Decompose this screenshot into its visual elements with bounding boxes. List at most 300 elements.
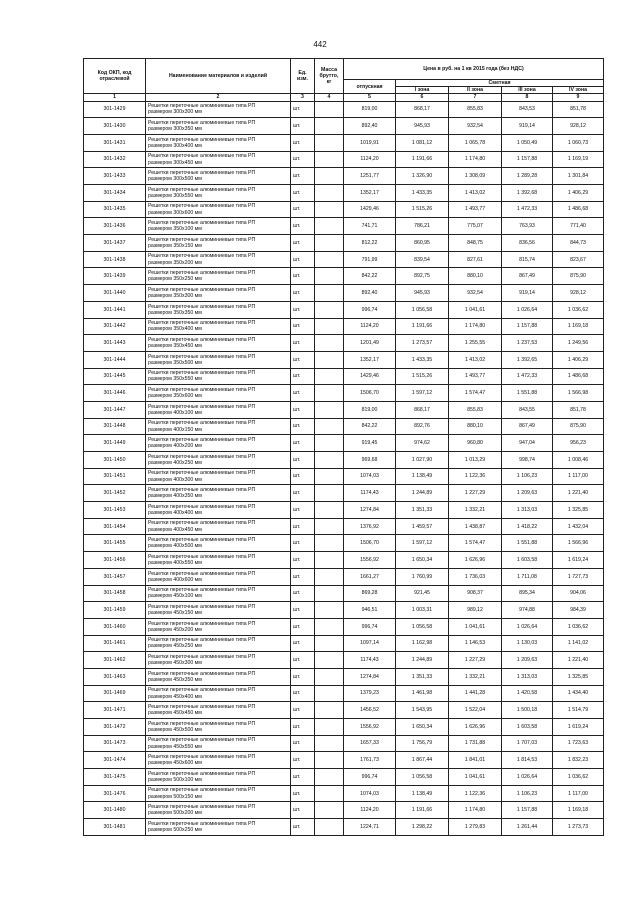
item-size-line: размером 450x450 мм xyxy=(148,710,202,717)
item-size-line: размером 450x100 мм xyxy=(148,593,202,600)
release-price: 1174,43 xyxy=(344,485,396,502)
zone-1-price: 1 162,98 xyxy=(396,635,449,652)
item-code: 301-1471 xyxy=(84,702,146,719)
item-name-line: Решетки переточные алюминиевые типа РП xyxy=(148,570,256,577)
item-name-line: Решетки переточные алюминиевые типа РП xyxy=(148,186,256,193)
item-mass xyxy=(315,618,344,635)
table-row xyxy=(84,735,604,752)
item-size-line: размером 450x550 мм xyxy=(148,743,202,750)
release-price: 1556,92 xyxy=(344,552,396,569)
header-release: отпускная xyxy=(344,80,396,94)
item-mass xyxy=(315,285,344,302)
zone-4-price: 1 169,18 xyxy=(553,318,604,335)
item-mass xyxy=(315,652,344,669)
zone-2-price: 1 174,80 xyxy=(449,802,502,819)
release-price: 1074,03 xyxy=(344,785,396,802)
zone-1-price: 1 650,34 xyxy=(396,719,449,736)
table-row xyxy=(84,318,604,335)
item-name-line: Решетки переточные алюминиевые типа РП xyxy=(148,720,256,727)
zone-3-price: 836,56 xyxy=(502,235,553,252)
item-name xyxy=(146,418,291,435)
item-size-line: размером 350x450 мм xyxy=(148,343,202,350)
release-price: 1379,23 xyxy=(344,685,396,702)
item-code: 301-1440 xyxy=(84,285,146,302)
item-mass xyxy=(315,318,344,335)
item-name xyxy=(146,285,291,302)
item-name-line: Решетки переточные алюминиевые типа РП xyxy=(148,587,256,594)
release-price: 1429,46 xyxy=(344,368,396,385)
item-name-line: Решетки переточные алюминиевые типа РП xyxy=(148,537,256,544)
item-unit: шт. xyxy=(291,769,315,786)
zone-4-price: 844,73 xyxy=(553,235,604,252)
item-mass xyxy=(315,802,344,819)
item-unit: шт. xyxy=(291,301,315,318)
item-unit: шт. xyxy=(291,518,315,535)
item-code: 301-1453 xyxy=(84,502,146,519)
header-unit: Ед. изм. xyxy=(291,59,315,94)
zone-1-price: 1 298,22 xyxy=(396,819,449,836)
zone-2-price: 827,61 xyxy=(449,251,502,268)
item-mass xyxy=(315,435,344,452)
item-size-line: размером 350x350 мм xyxy=(148,309,202,316)
item-unit: шт. xyxy=(291,368,315,385)
header-estimate: Сметная xyxy=(396,80,604,87)
zone-2-price: 880,10 xyxy=(449,268,502,285)
item-name xyxy=(146,668,291,685)
zone-3-price: 1 603,58 xyxy=(502,719,553,736)
item-unit: шт. xyxy=(291,802,315,819)
zone-3-price: 947,04 xyxy=(502,435,553,452)
item-size-line: размером 350x250 мм xyxy=(148,276,202,283)
item-name-line: Решетки переточные алюминиевые типа РП xyxy=(148,403,256,410)
zone-2-price: 1 736,03 xyxy=(449,568,502,585)
item-mass xyxy=(315,685,344,702)
item-mass xyxy=(315,468,344,485)
item-name-line: Решетки переточные алюминиевые типа РП xyxy=(148,370,256,377)
zone-2-price: 775,07 xyxy=(449,218,502,235)
item-unit: шт. xyxy=(291,552,315,569)
price-table xyxy=(83,58,604,836)
item-size-line: размером 500x250 мм xyxy=(148,827,202,834)
item-code: 301-1480 xyxy=(84,802,146,819)
item-name xyxy=(146,118,291,135)
zone-3-price: 919,14 xyxy=(502,118,553,135)
item-mass xyxy=(315,518,344,535)
item-name-line: Решетки переточные алюминиевые типа РП xyxy=(148,386,256,393)
header-mass: Масса брутто, кг xyxy=(315,59,344,94)
release-price: 1019,91 xyxy=(344,134,396,151)
item-name-line: Решетки переточные алюминиевые типа РП xyxy=(148,103,256,110)
item-code: 301-1474 xyxy=(84,752,146,769)
item-size-line: размером 300x400 мм xyxy=(148,142,202,149)
item-size-line: размером 450x400 мм xyxy=(148,693,202,700)
zone-4-price: 1 486,68 xyxy=(553,201,604,218)
zone-4-price: 1 325,85 xyxy=(553,502,604,519)
item-unit: шт. xyxy=(291,168,315,185)
item-name xyxy=(146,702,291,719)
item-size-line: размером 400x500 мм xyxy=(148,543,202,550)
item-code: 301-1442 xyxy=(84,318,146,335)
item-code: 301-1443 xyxy=(84,335,146,352)
zone-3-price: 1 209,63 xyxy=(502,652,553,669)
table-row xyxy=(84,719,604,736)
zone-2-price: 1 438,87 xyxy=(449,518,502,535)
zone-4-price: 1 727,73 xyxy=(553,568,604,585)
item-size-line: размером 300x600 мм xyxy=(148,209,202,216)
zone-2-price: 1 174,80 xyxy=(449,151,502,168)
zone-3-price: 1 157,88 xyxy=(502,802,553,819)
zone-3-price: 1 814,53 xyxy=(502,752,553,769)
zone-3-price: 843,53 xyxy=(502,101,553,118)
zone-1-price: 1 326,90 xyxy=(396,168,449,185)
item-code: 301-1430 xyxy=(84,118,146,135)
item-name-line: Решетки переточные алюминиевые типа РП xyxy=(148,119,256,126)
zone-1-price: 868,17 xyxy=(396,401,449,418)
item-name-line: Решетки переточные алюминиевые типа РП xyxy=(148,236,256,243)
zone-1-price: 1 459,57 xyxy=(396,518,449,535)
item-name-line: Решетки переточные алюминиевые типа РП xyxy=(148,503,256,510)
item-size-line: размером 450x350 мм xyxy=(148,676,202,683)
item-unit: шт. xyxy=(291,335,315,352)
zone-3-price: 974,88 xyxy=(502,602,553,619)
release-price: 812,22 xyxy=(344,235,396,252)
item-code: 301-1432 xyxy=(84,151,146,168)
table-row xyxy=(84,301,604,318)
item-name-line: Решетки переточные алюминиевые типа РП xyxy=(148,704,256,710)
table-row xyxy=(84,802,604,819)
release-price: 842,22 xyxy=(344,268,396,285)
item-name xyxy=(146,752,291,769)
zone-1-price: 1 597,12 xyxy=(396,385,449,402)
item-name-line: Решетки переточные алюминиевые типа РП xyxy=(148,620,256,627)
zone-1-price: 1 351,33 xyxy=(396,668,449,685)
item-name-line: Решетки переточные алюминиевые типа РП xyxy=(148,136,256,143)
header-zone-3: III зона xyxy=(502,87,553,94)
item-mass xyxy=(315,752,344,769)
zone-1-price: 1 351,33 xyxy=(396,502,449,519)
zone-4-price: 1 273,73 xyxy=(553,819,604,836)
item-mass xyxy=(315,168,344,185)
item-name xyxy=(146,185,291,202)
item-unit: шт. xyxy=(291,385,315,402)
item-code: 301-1431 xyxy=(84,134,146,151)
item-size-line: размером 400x200 мм xyxy=(148,443,202,450)
zone-4-price: 1 406,29 xyxy=(553,351,604,368)
item-name xyxy=(146,401,291,418)
zone-4-price: 1 325,85 xyxy=(553,668,604,685)
item-name xyxy=(146,235,291,252)
zone-4-price: 1 169,19 xyxy=(553,151,604,168)
item-code: 301-1459 xyxy=(84,602,146,619)
item-name xyxy=(146,368,291,385)
table-row xyxy=(84,235,604,252)
item-unit: шт. xyxy=(291,785,315,802)
item-code: 301-1447 xyxy=(84,401,146,418)
item-name xyxy=(146,635,291,652)
item-mass xyxy=(315,452,344,469)
item-size-line: размером 300x350 мм xyxy=(148,126,202,133)
item-name-line: Решетки переточные алюминиевые типа РП xyxy=(148,737,256,744)
zone-4-price: 1 036,62 xyxy=(553,301,604,318)
item-mass xyxy=(315,819,344,836)
item-name-line: Решетки переточные алюминиевые типа РП xyxy=(148,787,256,794)
release-price: 741,71 xyxy=(344,218,396,235)
zone-3-price: 763,93 xyxy=(502,218,553,235)
item-unit: шт. xyxy=(291,418,315,435)
item-size-line: размером 450x500 мм xyxy=(148,726,202,733)
item-mass xyxy=(315,201,344,218)
item-code: 301-1476 xyxy=(84,785,146,802)
table-row xyxy=(84,685,604,702)
item-unit: шт. xyxy=(291,151,315,168)
table-row xyxy=(84,585,604,602)
release-price: 892,40 xyxy=(344,285,396,302)
table-row xyxy=(84,602,604,619)
zone-1-price: 1 650,34 xyxy=(396,552,449,569)
item-name-line: Решетки переточные алюминиевые типа РП xyxy=(148,320,256,327)
release-price: 1506,70 xyxy=(344,385,396,402)
item-code: 301-1439 xyxy=(84,268,146,285)
zone-4-price: 1 619,24 xyxy=(553,719,604,736)
zone-3-price: 1 418,22 xyxy=(502,518,553,535)
zone-3-price: 1 392,68 xyxy=(502,185,553,202)
table-row xyxy=(84,618,604,635)
item-size-line: размером 350x100 мм xyxy=(148,226,202,233)
release-price: 1274,84 xyxy=(344,668,396,685)
zone-2-price: 1 441,28 xyxy=(449,685,502,702)
zone-1-price: 868,17 xyxy=(396,101,449,118)
zone-4-price: 1 406,29 xyxy=(553,185,604,202)
item-mass xyxy=(315,769,344,786)
item-name xyxy=(146,485,291,502)
item-name xyxy=(146,585,291,602)
item-name xyxy=(146,134,291,151)
item-unit: шт. xyxy=(291,185,315,202)
item-code: 301-1475 xyxy=(84,769,146,786)
zone-1-price: 945,93 xyxy=(396,118,449,135)
header-price: Цена в руб. на 1 кв 2015 года (без НДС) xyxy=(344,59,604,80)
zone-4-price: 1 566,98 xyxy=(553,385,604,402)
zone-3-price: 1 157,88 xyxy=(502,151,553,168)
zone-2-price: 1 413,02 xyxy=(449,185,502,202)
item-size-line: размером 300x300 мм xyxy=(148,109,202,116)
item-name xyxy=(146,502,291,519)
item-name-line: Решетки переточные алюминиевые типа РП xyxy=(148,420,256,427)
zone-1-price: 786,21 xyxy=(396,218,449,235)
item-name xyxy=(146,335,291,352)
release-price: 1352,17 xyxy=(344,351,396,368)
item-code: 301-1436 xyxy=(84,218,146,235)
table-row xyxy=(84,101,604,118)
zone-3-price: 1 209,63 xyxy=(502,485,553,502)
zone-3-price: 1 026,64 xyxy=(502,769,553,786)
item-code: 301-1452 xyxy=(84,485,146,502)
item-size-line: размером 450x250 мм xyxy=(148,643,202,650)
zone-4-price: 928,12 xyxy=(553,118,604,135)
zone-4-price: 1 566,96 xyxy=(553,535,604,552)
item-name-line: Решетки переточные алюминиевые типа РП xyxy=(148,170,256,176)
column-number: 3 xyxy=(291,94,315,101)
zone-2-price: 1 574,47 xyxy=(449,385,502,402)
item-code: 301-1463 xyxy=(84,668,146,685)
header-zone-4: IV зона xyxy=(553,87,604,94)
table-row xyxy=(84,201,604,218)
item-mass xyxy=(315,568,344,585)
item-mass xyxy=(315,368,344,385)
zone-2-price: 1 279,83 xyxy=(449,819,502,836)
zone-2-price: 1 308,09 xyxy=(449,168,502,185)
release-price: 996,74 xyxy=(344,301,396,318)
zone-1-price: 1 760,99 xyxy=(396,568,449,585)
item-unit: шт. xyxy=(291,351,315,368)
item-code: 301-1481 xyxy=(84,819,146,836)
zone-2-price: 1 065,78 xyxy=(449,134,502,151)
item-name xyxy=(146,785,291,802)
item-name-line: Решетки переточные алюминиевые типа РП xyxy=(148,820,256,827)
item-unit: шт. xyxy=(291,452,315,469)
item-name xyxy=(146,819,291,836)
zone-1-price: 921,45 xyxy=(396,585,449,602)
item-size-line: размером 350x600 мм xyxy=(148,393,202,400)
zone-2-price: 1 013,29 xyxy=(449,452,502,469)
item-size-line: размером 350x200 мм xyxy=(148,259,202,266)
table-row xyxy=(84,668,604,685)
item-mass xyxy=(315,602,344,619)
item-name-line: Решетки переточные алюминиевые типа РП xyxy=(148,437,256,443)
item-mass xyxy=(315,385,344,402)
table-row xyxy=(84,702,604,719)
release-price: 1657,33 xyxy=(344,735,396,752)
zone-1-price: 1 461,98 xyxy=(396,685,449,702)
item-name xyxy=(146,518,291,535)
release-price: 1556,92 xyxy=(344,719,396,736)
item-size-line: размером 400x300 мм xyxy=(148,476,202,483)
item-size-line: размером 300x450 мм xyxy=(148,159,202,166)
item-unit: шт. xyxy=(291,201,315,218)
zone-2-price: 1 227,29 xyxy=(449,485,502,502)
item-name-line: Решетки переточные алюминиевые типа РП xyxy=(148,353,256,360)
table-row xyxy=(84,452,604,469)
zone-1-price: 1 138,49 xyxy=(396,468,449,485)
release-price: 1352,17 xyxy=(344,185,396,202)
table-row xyxy=(84,769,604,786)
zone-1-price: 1 273,57 xyxy=(396,335,449,352)
zone-1-price: 892,76 xyxy=(396,418,449,435)
item-code: 301-1473 xyxy=(84,735,146,752)
item-code: 301-1461 xyxy=(84,635,146,652)
item-size-line: размером 300x550 мм xyxy=(148,192,202,199)
column-number: 9 xyxy=(553,94,604,101)
release-price: 969,68 xyxy=(344,452,396,469)
zone-2-price: 1 626,96 xyxy=(449,552,502,569)
zone-2-price: 908,37 xyxy=(449,585,502,602)
item-name xyxy=(146,435,291,452)
item-size-line: размером 450x300 мм xyxy=(148,660,202,667)
release-price: 919,45 xyxy=(344,435,396,452)
item-name xyxy=(146,568,291,585)
item-name-line: Решетки переточные алюминиевые типа РП xyxy=(148,220,256,227)
header-code: Код ОКП, код отраслевой xyxy=(84,59,146,94)
zone-4-price: 1 117,00 xyxy=(553,785,604,802)
zone-1-price: 1 138,49 xyxy=(396,785,449,802)
item-size-line: размером 450x150 мм xyxy=(148,610,202,617)
release-price: 1761,73 xyxy=(344,752,396,769)
item-unit: шт. xyxy=(291,468,315,485)
zone-2-price: 1 493,77 xyxy=(449,201,502,218)
release-price: 1097,14 xyxy=(344,635,396,652)
item-size-line: размером 450x200 мм xyxy=(148,626,202,633)
zone-4-price: 1 060,73 xyxy=(553,134,604,151)
table-row xyxy=(84,652,604,669)
zone-2-price: 1 731,88 xyxy=(449,735,502,752)
zone-2-price: 855,83 xyxy=(449,101,502,118)
header-zone-1: I зона xyxy=(396,87,449,94)
item-unit: шт. xyxy=(291,268,315,285)
table-row xyxy=(84,568,604,585)
zone-4-price: 1 008,46 xyxy=(553,452,604,469)
item-name xyxy=(146,652,291,669)
zone-4-price: 1 169,18 xyxy=(553,802,604,819)
zone-2-price: 848,75 xyxy=(449,235,502,252)
item-mass xyxy=(315,719,344,736)
release-price: 1456,52 xyxy=(344,702,396,719)
zone-1-price: 892,75 xyxy=(396,268,449,285)
item-code: 301-1460 xyxy=(84,618,146,635)
zone-3-price: 1 392,65 xyxy=(502,351,553,368)
item-name xyxy=(146,735,291,752)
item-mass xyxy=(315,785,344,802)
item-mass xyxy=(315,151,344,168)
item-mass xyxy=(315,335,344,352)
zone-3-price: 1 711,08 xyxy=(502,568,553,585)
item-size-line: размером 350x300 мм xyxy=(148,293,202,300)
zone-2-price: 1 041,61 xyxy=(449,769,502,786)
zone-2-price: 1 255,55 xyxy=(449,335,502,352)
zone-4-price: 1 249,56 xyxy=(553,335,604,352)
item-size-line: размером 350x150 мм xyxy=(148,242,202,249)
item-mass xyxy=(315,585,344,602)
item-size-line: размером 350x550 мм xyxy=(148,376,202,383)
table-row xyxy=(84,285,604,302)
item-size-line: размером 400x100 мм xyxy=(148,409,202,416)
item-unit: шт. xyxy=(291,685,315,702)
item-name xyxy=(146,151,291,168)
item-name-line: Решетки переточные алюминиевые типа РП xyxy=(148,270,256,277)
table-row xyxy=(84,635,604,652)
table-row xyxy=(84,385,604,402)
item-code: 301-1441 xyxy=(84,301,146,318)
item-code: 301-1458 xyxy=(84,585,146,602)
item-unit: шт. xyxy=(291,602,315,619)
item-unit: шт. xyxy=(291,118,315,135)
zone-3-price: 843,55 xyxy=(502,401,553,418)
item-size-line: размером 500x100 мм xyxy=(148,776,202,783)
column-number: 6 xyxy=(396,94,449,101)
zone-3-price: 919,14 xyxy=(502,285,553,302)
item-mass xyxy=(315,635,344,652)
item-mass xyxy=(315,418,344,435)
item-name xyxy=(146,535,291,552)
release-price: 1201,49 xyxy=(344,335,396,352)
release-price: 819,00 xyxy=(344,101,396,118)
item-size-line: размером 400x150 мм xyxy=(148,426,202,433)
item-name xyxy=(146,351,291,368)
release-price: 1506,70 xyxy=(344,535,396,552)
table-row xyxy=(84,752,604,769)
zone-3-price: 867,49 xyxy=(502,268,553,285)
item-code: 301-1433 xyxy=(84,168,146,185)
zone-4-price: 1 141,02 xyxy=(553,635,604,652)
